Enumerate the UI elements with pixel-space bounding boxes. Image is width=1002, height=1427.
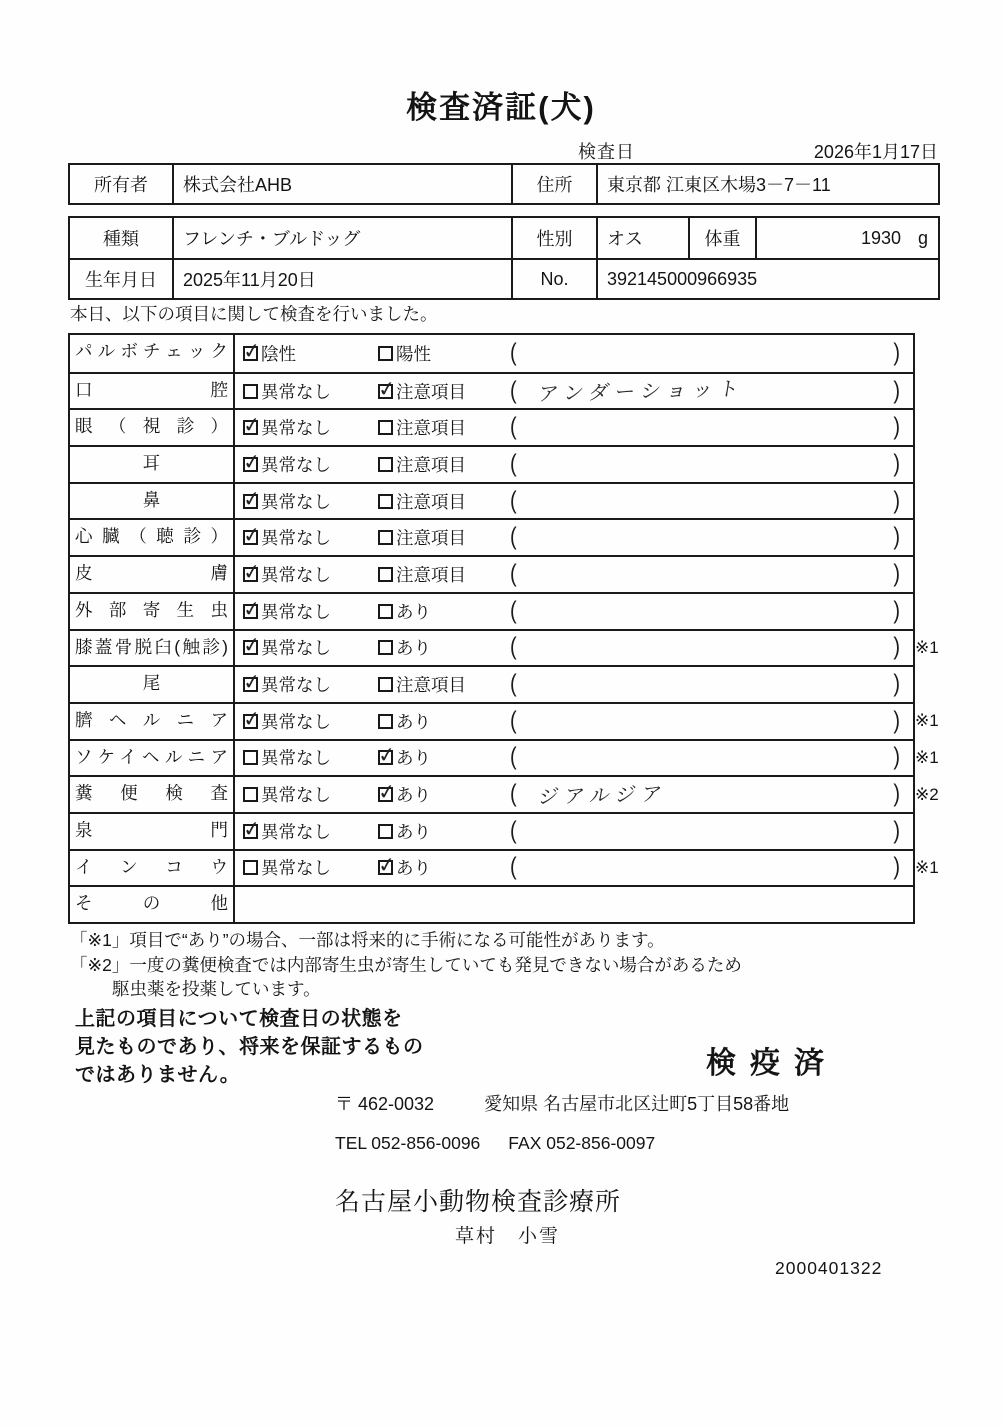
exam-date-row bbox=[578, 138, 938, 164]
exam-row bbox=[70, 739, 939, 776]
checkbox-icon[interactable] bbox=[243, 677, 258, 692]
address-label: 住所 bbox=[513, 165, 598, 203]
paren-open: ( bbox=[510, 633, 517, 661]
checkbox-icon[interactable] bbox=[243, 750, 258, 765]
option-label: 異常なし bbox=[261, 454, 331, 475]
exam-row-label: 尾 bbox=[70, 667, 235, 702]
paren-close: ) bbox=[893, 706, 900, 735]
exam-row-content bbox=[235, 851, 913, 886]
option-label: 異常なし bbox=[261, 528, 331, 549]
option-label: 異常なし bbox=[261, 601, 331, 622]
exam-row bbox=[70, 482, 913, 519]
option-1 bbox=[243, 782, 378, 807]
option-label: 異常なし bbox=[261, 748, 331, 769]
checkbox-icon[interactable] bbox=[378, 567, 393, 582]
checkbox-icon[interactable] bbox=[243, 457, 258, 472]
clinic-fax: FAX 052-856-0097 bbox=[508, 1133, 656, 1153]
checkbox-icon[interactable] bbox=[243, 604, 258, 619]
option-label: 陰性 bbox=[261, 343, 296, 364]
weight-unit: g bbox=[917, 227, 928, 248]
option-1 bbox=[243, 635, 378, 660]
page-title: 検査済証(犬) bbox=[406, 90, 596, 125]
footnote-mark: ※1 bbox=[915, 747, 939, 767]
option-1 bbox=[243, 489, 378, 514]
paren-open: ( bbox=[510, 853, 517, 882]
paren-open: ( bbox=[510, 596, 517, 625]
paren-close: ) bbox=[893, 633, 900, 661]
paren-close: ) bbox=[893, 560, 900, 588]
option-2 bbox=[378, 341, 510, 366]
option-2 bbox=[378, 562, 510, 587]
paren-open: ( bbox=[510, 450, 517, 478]
exam-row bbox=[70, 518, 913, 555]
checkbox-icon[interactable] bbox=[243, 494, 258, 509]
option-1 bbox=[243, 709, 378, 734]
option-label: あり bbox=[396, 821, 431, 842]
paren-close: ) bbox=[893, 816, 900, 845]
exam-row-label: 泉門 bbox=[70, 814, 235, 849]
checkbox-icon[interactable] bbox=[243, 640, 258, 655]
exam-row-label: 糞便検査 bbox=[70, 777, 235, 812]
option-label: 注意項目 bbox=[396, 381, 466, 402]
option-label: 異常なし bbox=[261, 418, 331, 439]
checkbox-icon[interactable] bbox=[378, 714, 393, 729]
option-2 bbox=[378, 782, 510, 807]
checkbox-icon[interactable] bbox=[378, 640, 393, 655]
option-2 bbox=[378, 819, 510, 844]
exam-row-label: ソケイヘルニア bbox=[70, 741, 235, 776]
remark-area bbox=[510, 670, 913, 698]
exam-date-label: 検査日 bbox=[578, 142, 635, 162]
option-label: 異常なし bbox=[261, 821, 331, 842]
paren-close: ) bbox=[893, 450, 900, 478]
option-label: 異常なし bbox=[261, 564, 331, 585]
remark-area bbox=[510, 633, 913, 661]
checkbox-icon[interactable] bbox=[378, 824, 393, 839]
option-1 bbox=[243, 525, 378, 550]
exam-row-label: 心臓（聴診） bbox=[70, 520, 235, 555]
option-label: 異常なし bbox=[261, 858, 331, 879]
remark-area bbox=[510, 816, 913, 845]
paren-open: ( bbox=[510, 743, 517, 772]
exam-row-label: インコウ bbox=[70, 851, 235, 886]
option-label: 注意項目 bbox=[396, 418, 466, 439]
option-1 bbox=[243, 415, 378, 440]
footnotes bbox=[70, 928, 742, 1002]
birth-label: 生年月日 bbox=[70, 260, 174, 298]
option-label: 注意項目 bbox=[396, 675, 466, 696]
option-label: 注意項目 bbox=[396, 564, 466, 585]
paren-open: ( bbox=[510, 706, 517, 735]
examiner-name: 草村 小雪 bbox=[455, 1226, 561, 1247]
footnote-mark bbox=[915, 557, 959, 592]
document-code: 2000401322 bbox=[775, 1258, 883, 1278]
address-value: 東京都 江東区木場3－7－11 bbox=[607, 175, 831, 195]
option-2 bbox=[378, 489, 510, 514]
option-2 bbox=[378, 745, 510, 770]
checkbox-icon[interactable] bbox=[378, 787, 393, 802]
clinic-name: 名古屋小動物検査診療所 bbox=[335, 1188, 622, 1216]
weight-value: 1930 bbox=[860, 227, 901, 248]
paren-open: ( bbox=[510, 670, 517, 698]
exam-row-content bbox=[235, 741, 913, 776]
exam-row bbox=[70, 812, 913, 849]
option-label: あり bbox=[396, 748, 431, 769]
no-label: No. bbox=[513, 260, 598, 298]
option-label: 異常なし bbox=[261, 675, 331, 696]
sex-label: 性別 bbox=[513, 218, 598, 258]
no-value: 392145000966935 bbox=[607, 268, 758, 289]
checkbox-icon[interactable] bbox=[378, 494, 393, 509]
option-label: 注意項目 bbox=[396, 528, 466, 549]
footnote-mark bbox=[915, 335, 959, 372]
exam-row bbox=[70, 629, 939, 666]
option-label: 陽性 bbox=[396, 343, 431, 364]
disclaimer-statement bbox=[75, 1005, 424, 1089]
statement-line-2: 見たものであり、将来を保証するもの bbox=[75, 1036, 424, 1058]
footnote-2: 「※2」一度の糞便検査では内部寄生虫が寄生していても発見できない場合があるため bbox=[70, 954, 742, 975]
option-label: 注意項目 bbox=[396, 454, 466, 475]
exam-row-content bbox=[235, 484, 913, 519]
paren-close: ) bbox=[893, 780, 900, 808]
option-2 bbox=[378, 379, 510, 404]
exam-row bbox=[70, 665, 913, 702]
statement-line-1: 上記の項目について検査日の状態を bbox=[75, 1008, 403, 1030]
checkbox-icon[interactable] bbox=[378, 457, 393, 472]
exam-row-content bbox=[235, 704, 913, 739]
option-1 bbox=[243, 341, 378, 366]
exam-row-content bbox=[235, 887, 913, 922]
footnote-mark bbox=[915, 447, 959, 482]
option-1 bbox=[243, 672, 378, 697]
paren-open: ( bbox=[510, 338, 517, 367]
breed-label: 種類 bbox=[70, 218, 174, 258]
exam-row-label: 眼（視診） bbox=[70, 410, 235, 445]
exam-row-content bbox=[235, 631, 913, 666]
postal-code: 〒 462-0032 bbox=[335, 1094, 435, 1114]
exam-row-content bbox=[235, 557, 913, 592]
exam-date-value: 2026年1月17日 bbox=[813, 142, 938, 162]
exam-row-label: 外部寄生虫 bbox=[70, 594, 235, 629]
exam-row bbox=[70, 408, 913, 445]
footnote-mark bbox=[915, 667, 959, 702]
exam-row bbox=[70, 372, 913, 409]
option-1 bbox=[243, 855, 378, 880]
owner-row bbox=[70, 165, 938, 203]
exam-row-content bbox=[235, 335, 913, 372]
option-2 bbox=[378, 855, 510, 880]
option-1 bbox=[243, 562, 378, 587]
paren-open: ( bbox=[510, 413, 517, 441]
weight-value-cell bbox=[757, 218, 938, 258]
handwritten-note: ジアルジア bbox=[536, 782, 669, 809]
option-label: あり bbox=[396, 601, 431, 622]
checkbox-icon[interactable] bbox=[378, 420, 393, 435]
option-label: 異常なし bbox=[261, 785, 331, 806]
footnote-mark bbox=[915, 520, 959, 555]
owner-value: 株式会社AHB bbox=[174, 165, 513, 203]
checkbox-icon[interactable] bbox=[378, 530, 393, 545]
exam-row bbox=[70, 849, 939, 886]
paren-close: ) bbox=[893, 670, 900, 698]
option-label: 異常なし bbox=[261, 381, 331, 402]
remark-area bbox=[510, 338, 913, 367]
exam-row-label: 膝蓋骨脱臼(触診) bbox=[70, 631, 235, 666]
exam-row-content bbox=[235, 410, 913, 445]
exam-row-label: その他 bbox=[70, 887, 235, 922]
footnote-mark bbox=[915, 887, 959, 922]
checkbox-icon[interactable] bbox=[378, 346, 393, 361]
checkbox-icon[interactable] bbox=[243, 530, 258, 545]
exam-row bbox=[70, 775, 939, 812]
option-1 bbox=[243, 452, 378, 477]
footnote-mark: ※1 bbox=[915, 857, 939, 877]
paren-close: ) bbox=[893, 853, 900, 882]
footnote-1: 「※1」項目で“あり”の場合、一部は将来的に手術になる可能性があります。 bbox=[70, 930, 665, 950]
exam-row-label: 臍ヘルニア bbox=[70, 704, 235, 739]
exam-row bbox=[70, 445, 913, 482]
exam-row-content bbox=[235, 520, 913, 555]
handwritten-note: アンダーショット bbox=[536, 378, 746, 406]
checkbox-icon[interactable] bbox=[243, 420, 258, 435]
option-2 bbox=[378, 525, 510, 550]
birth-value: 2025年11月20日 bbox=[174, 260, 513, 298]
option-label: 異常なし bbox=[261, 638, 331, 659]
remark-area bbox=[510, 523, 913, 551]
paren-open: ( bbox=[510, 523, 517, 551]
footnote-mark bbox=[915, 374, 959, 409]
footnote-mark: ※2 bbox=[915, 784, 939, 804]
exam-row-content bbox=[235, 667, 913, 702]
option-label: あり bbox=[396, 638, 431, 659]
owner-label: 所有者 bbox=[70, 165, 174, 203]
option-label: あり bbox=[396, 785, 431, 806]
paren-close: ) bbox=[893, 523, 900, 551]
checkbox-icon[interactable] bbox=[378, 677, 393, 692]
exam-row-content bbox=[235, 814, 913, 849]
checkbox-icon[interactable] bbox=[378, 750, 393, 765]
checkbox-icon[interactable] bbox=[243, 824, 258, 839]
exam-row bbox=[70, 702, 939, 739]
paren-close: ) bbox=[893, 338, 900, 367]
birth-row bbox=[70, 258, 938, 298]
paren-close: ) bbox=[893, 596, 900, 625]
weight-label: 体重 bbox=[690, 218, 757, 258]
exam-row-label: 皮膚 bbox=[70, 557, 235, 592]
clinic-address: 愛知県 名古屋市北区辻町5丁目58番地 bbox=[484, 1094, 790, 1114]
checkbox-icon[interactable] bbox=[243, 567, 258, 582]
checkbox-icon[interactable] bbox=[378, 384, 393, 399]
option-label: 異常なし bbox=[261, 711, 331, 732]
clinic-postal-line bbox=[335, 1090, 789, 1116]
exam-row bbox=[70, 555, 913, 592]
exam-table bbox=[68, 333, 939, 924]
remark-area bbox=[510, 450, 913, 478]
footnote-3: 駆虫薬を投薬しています。 bbox=[112, 979, 321, 999]
owner-table bbox=[68, 163, 940, 205]
option-label: あり bbox=[396, 711, 431, 732]
checkbox-icon[interactable] bbox=[243, 714, 258, 729]
checkbox-icon[interactable] bbox=[378, 604, 393, 619]
option-1 bbox=[243, 599, 378, 624]
option-label: あり bbox=[396, 858, 431, 879]
paren-close: ) bbox=[893, 486, 900, 515]
exam-row-label: 口腔 bbox=[70, 374, 235, 409]
paren-close: ) bbox=[893, 743, 900, 772]
paren-open: ( bbox=[510, 780, 517, 808]
remark-area bbox=[510, 706, 913, 735]
footnote-mark bbox=[915, 814, 959, 849]
quarantine-stamp: 検疫済 bbox=[706, 1047, 838, 1080]
remark-area bbox=[510, 486, 913, 515]
statement-line-3: ではありません。 bbox=[75, 1064, 241, 1086]
option-2 bbox=[378, 635, 510, 660]
checkbox-icon[interactable] bbox=[243, 346, 258, 361]
option-1 bbox=[243, 745, 378, 770]
checkbox-icon[interactable] bbox=[378, 860, 393, 875]
option-2 bbox=[378, 415, 510, 440]
checkbox-icon[interactable] bbox=[243, 860, 258, 875]
paren-open: ( bbox=[510, 560, 517, 588]
footnote-mark bbox=[915, 594, 959, 629]
footnote-mark bbox=[915, 410, 959, 445]
paren-open: ( bbox=[510, 486, 517, 515]
remark-area bbox=[510, 782, 913, 808]
remark-area bbox=[510, 743, 913, 772]
option-1 bbox=[243, 819, 378, 844]
exam-row bbox=[70, 885, 913, 922]
sex-value: オス bbox=[598, 218, 690, 258]
exam-row-label: パルボチェック bbox=[70, 335, 235, 372]
paren-open: ( bbox=[510, 376, 517, 405]
exam-row bbox=[70, 335, 913, 372]
option-2 bbox=[378, 452, 510, 477]
species-row bbox=[70, 218, 938, 258]
animal-info-table bbox=[68, 216, 940, 300]
exam-row bbox=[70, 592, 913, 629]
remark-area bbox=[510, 560, 913, 588]
exam-row-content bbox=[235, 777, 913, 812]
checkbox-icon[interactable] bbox=[243, 384, 258, 399]
breed-value: フレンチ・ブルドッグ bbox=[174, 218, 513, 258]
remark-area bbox=[510, 413, 913, 441]
exam-row-label: 鼻 bbox=[70, 484, 235, 519]
option-label: 異常なし bbox=[261, 491, 331, 512]
exam-row-content bbox=[235, 594, 913, 629]
paren-close: ) bbox=[893, 413, 900, 441]
checkbox-icon[interactable] bbox=[243, 787, 258, 802]
option-2 bbox=[378, 599, 510, 624]
intro-text: 本日、以下の項目に関して検査を行いました。 bbox=[70, 304, 438, 324]
remark-area bbox=[510, 853, 913, 882]
remark-area bbox=[510, 596, 913, 625]
footnote-mark bbox=[915, 484, 959, 519]
footnote-mark: ※1 bbox=[915, 637, 939, 657]
clinic-tel: TEL 052-856-0096 bbox=[335, 1133, 481, 1153]
option-2 bbox=[378, 672, 510, 697]
clinic-tel-line bbox=[335, 1133, 655, 1154]
option-label: 注意項目 bbox=[396, 491, 466, 512]
paren-open: ( bbox=[510, 816, 517, 845]
exam-row-label: 耳 bbox=[70, 447, 235, 482]
footnote-mark: ※1 bbox=[915, 711, 939, 731]
option-1 bbox=[243, 379, 378, 404]
exam-row-content bbox=[235, 374, 913, 409]
remark-area bbox=[510, 378, 913, 404]
paren-close: ) bbox=[893, 376, 900, 405]
option-2 bbox=[378, 709, 510, 734]
exam-row-content bbox=[235, 447, 913, 482]
